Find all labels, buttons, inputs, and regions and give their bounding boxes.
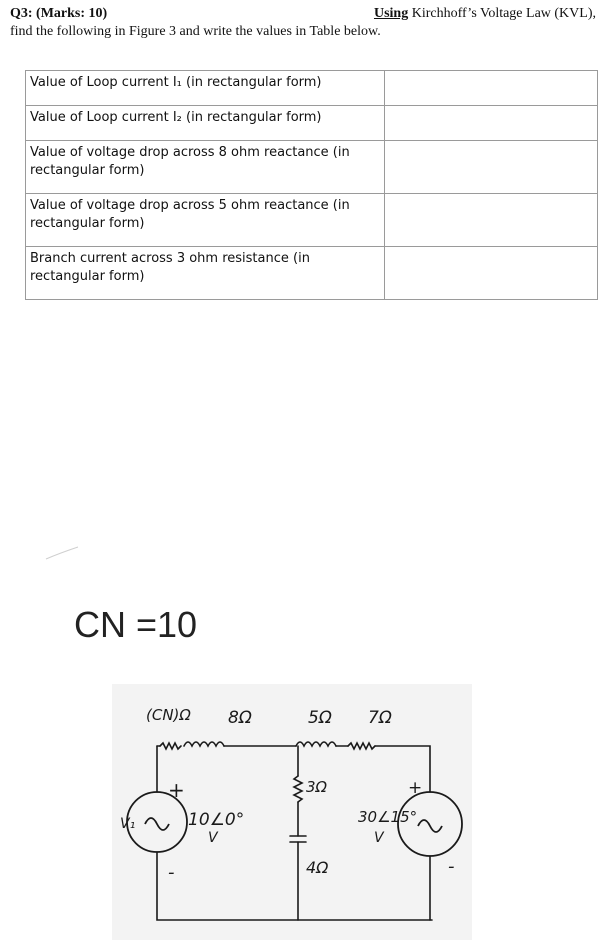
row-answer-cell[interactable]	[385, 141, 598, 194]
question-marks-label: Q3: (Marks: 10)	[10, 6, 108, 21]
table-row	[26, 141, 598, 194]
cn-label: CN =10	[74, 604, 198, 645]
instruction-using: Using	[373, 6, 409, 21]
cn-resistor-zigzag	[160, 743, 181, 749]
inductor-5-ohm	[296, 742, 336, 746]
table-row	[26, 106, 598, 141]
row-answer-cell[interactable]	[385, 247, 598, 300]
source-1-unit: V	[208, 830, 218, 846]
answer-table	[25, 70, 598, 300]
label-v1: V₁	[120, 816, 136, 832]
source-1-plus: +	[168, 778, 185, 802]
row-question: Value of Loop current I₁ (in rectangular form)	[26, 71, 385, 106]
inductor-8-ohm	[184, 742, 224, 746]
source-1-value: 10∠0°	[188, 810, 245, 830]
table-row	[26, 71, 598, 106]
instruction-kvl: Kirchhoff’s Voltage Law (KVL),	[408, 6, 596, 21]
wire-left-lower	[157, 852, 432, 920]
circuit-figure	[112, 684, 472, 940]
source-1-tilde	[145, 818, 169, 830]
label-8-ohm: 8Ω	[228, 708, 252, 728]
row-answer-cell[interactable]	[385, 106, 598, 141]
source-2-tilde	[418, 820, 442, 832]
label-4-ohm: 4Ω	[306, 858, 329, 877]
label-3-ohm: 3Ω	[306, 778, 328, 796]
label-5-ohm: 5Ω	[308, 708, 332, 728]
source-2-value: 30∠15°	[358, 808, 418, 826]
row-question: Value of Loop current I₂ (in rectangular form)	[26, 106, 385, 141]
source-2-unit: V	[374, 830, 384, 846]
table-row	[26, 247, 598, 300]
label-7-ohm: 7Ω	[368, 708, 392, 728]
label-cn-resistor: (CN)Ω	[146, 706, 191, 724]
row-question: Branch current across 3 ohm resistance (in rectangular form)	[26, 247, 385, 300]
stray-mark	[44, 541, 80, 561]
resistor-3-ohm	[294, 776, 302, 802]
source-1-minus: -	[168, 862, 175, 883]
table-row	[26, 194, 598, 247]
resistor-7-ohm	[348, 743, 375, 749]
row-answer-cell[interactable]	[385, 194, 598, 247]
question-instruction	[374, 6, 596, 22]
question-header	[10, 6, 600, 24]
question-line-2: find the following in Figure 3 and write the values in Table below.	[10, 24, 381, 39]
row-question: Value of voltage drop across 5 ohm reactance (in rectangular form)	[26, 194, 385, 247]
source-2-minus: -	[448, 856, 455, 877]
source-2-plus: +	[408, 778, 423, 798]
row-answer-cell[interactable]	[385, 71, 598, 106]
row-question: Value of voltage drop across 8 ohm reactance (in rectangular form)	[26, 141, 385, 194]
